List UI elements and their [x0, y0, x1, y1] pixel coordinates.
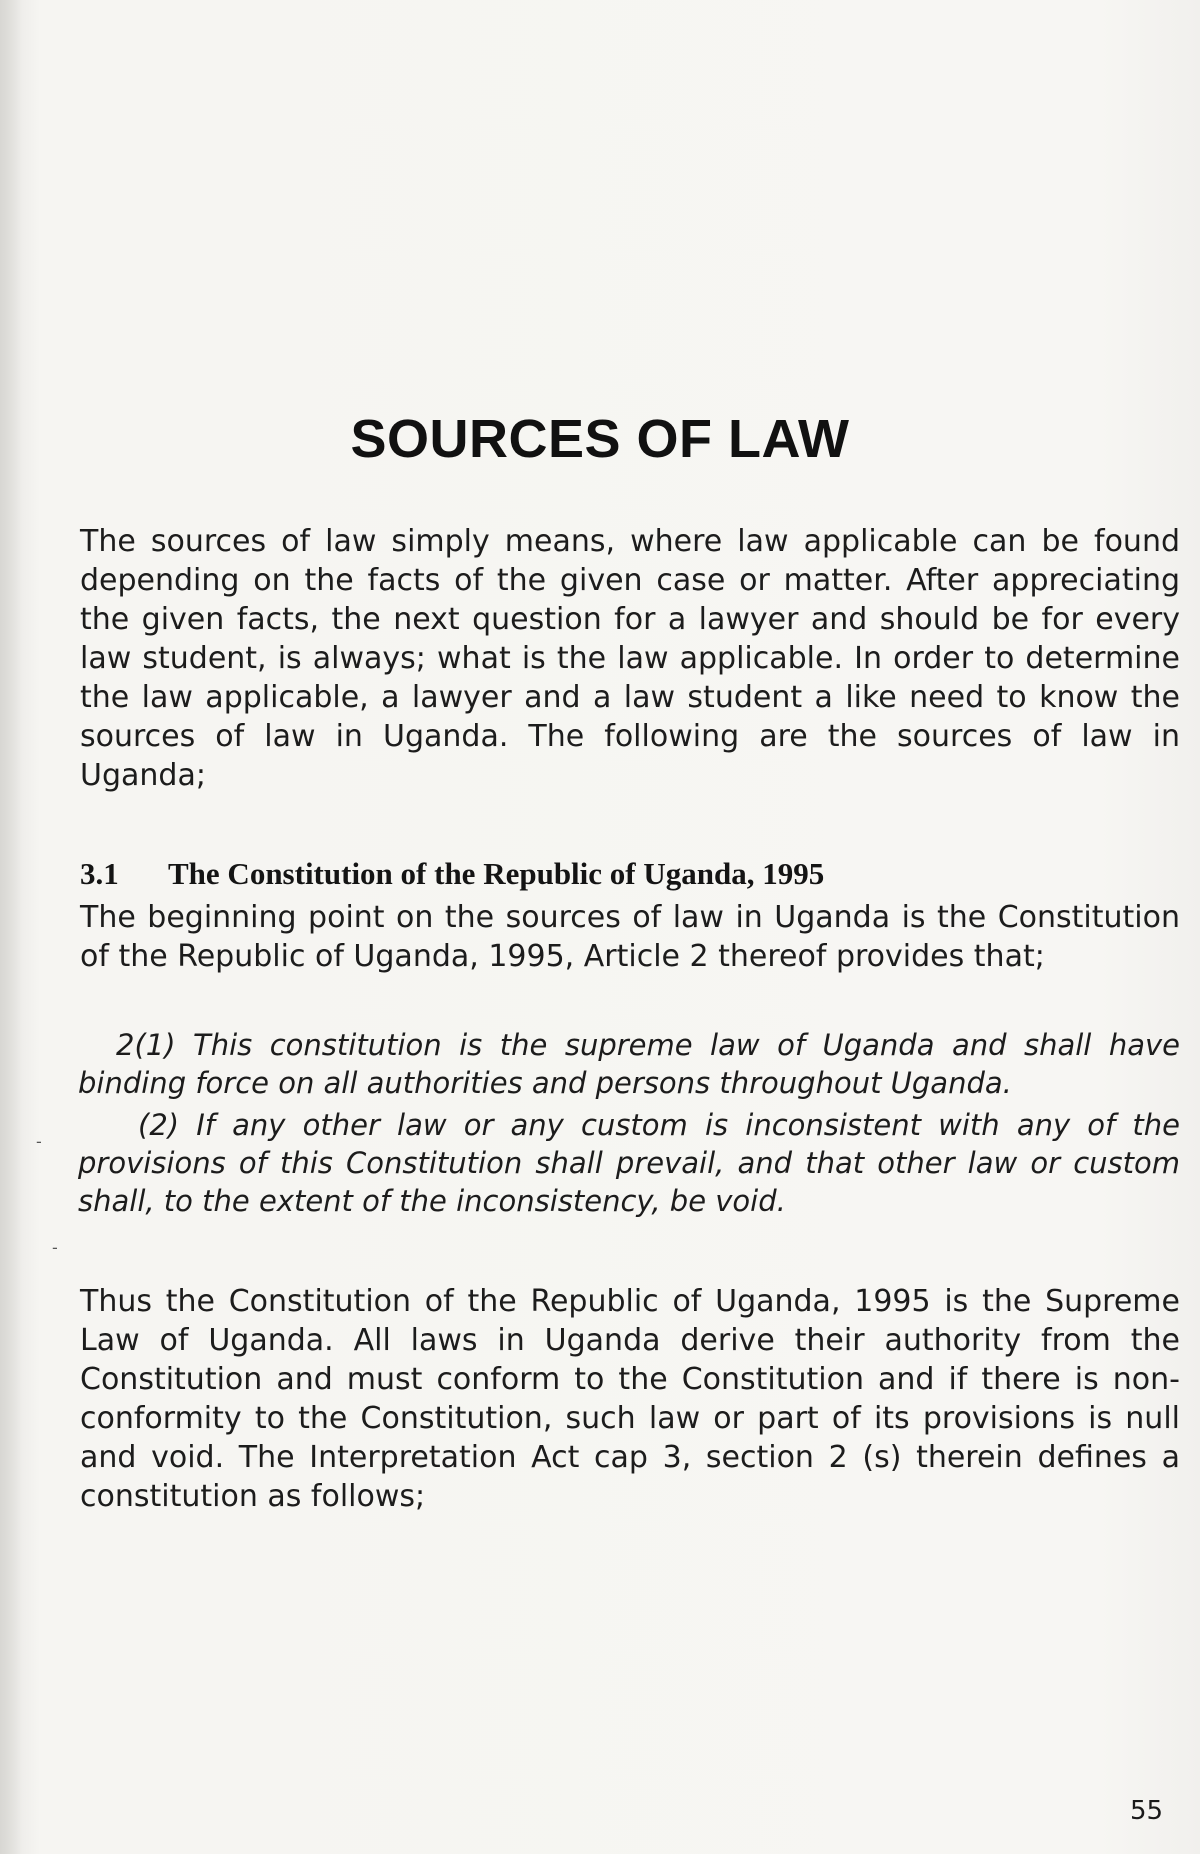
- margin-mark: -: [36, 1132, 42, 1151]
- page-binding-shadow: [0, 0, 22, 1854]
- quoted-clause-1: 2(1) This constitution is the supreme law of Uganda and shall have binding force on all authorities and persons throughout Uganda.: [78, 1028, 1180, 1100]
- intro-paragraph: The sources of law simply means, where law applicable can be found depending on the facts of the given case or matter. After appreciating the given facts, the next question for a lawyer and should be for every law student, is always; what is the law applicable. In order to determine the law applicable, a lawyer and a law student a like need to know the sources of law in Uganda. The following are the sources of law in Uganda;: [80, 524, 1180, 793]
- section-intro-paragraph: The beginning point on the sources of law in Uganda is the Constitution of the Republic of Uganda, 1995, Article 2 thereof provides that;: [80, 900, 1180, 974]
- page-number: 55: [1130, 1796, 1164, 1826]
- chapter-title: SOURCES OF LAW: [350, 409, 850, 469]
- quoted-clause-2: (2) If any other law or any custom is inconsistent with any of the provisions of this Constitution shall prevail, and that other law or custom shall, to the extent of the inconsistency, be void.: [78, 1108, 1180, 1218]
- section-title: The Constitution of the Republic of Uganda, 1995: [168, 856, 825, 891]
- section-number: 3.1: [80, 856, 119, 891]
- section-heading: [80, 856, 1180, 892]
- conclusion-paragraph: Thus the Constitution of the Republic of Uganda, 1995 is the Supreme Law of Uganda. All laws in Uganda derive their authority from the Constitution and must conform to the Constitution and if there is non-conformity to the Constitution, such law or part of its provisions is null and void. The Interpretation Act cap 3, section 2 (s) therein defines a constitution as follows;: [80, 1284, 1180, 1514]
- margin-mark: -: [52, 1238, 58, 1257]
